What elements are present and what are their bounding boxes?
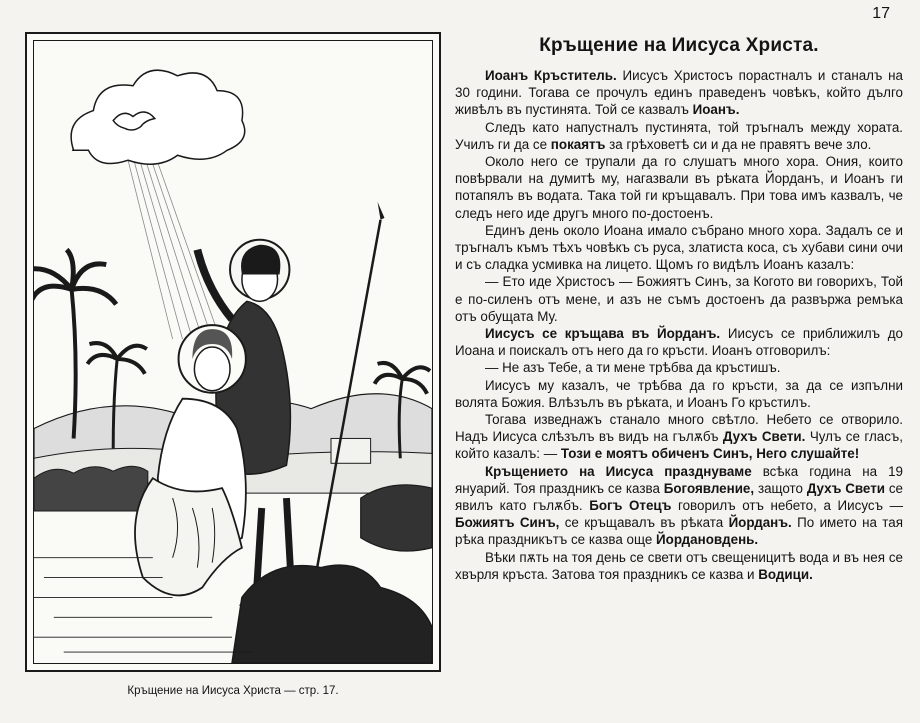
illustration-frame <box>25 32 441 672</box>
illustration-caption: Кръщение на Иисуса Христа — стр. 17. <box>127 685 339 697</box>
baptism-scene-drawing <box>34 41 432 663</box>
paragraph: Кръщението на Иисуса празднуваме всѣка година на 19 януарий. Тоя праздникъ се казва Богоявление, защото Духъ Свети се явилъ като гълѫбъ. Богъ Отецъ говорилъ отъ небето, а Иисусъ — Божиятъ Синъ, се кръщавалъ въ рѣката Йорданъ. По името на тая рѣка праздникътъ се казва още Йордановдень. <box>455 463 904 548</box>
paragraph: Единъ день около Иоана имало събрано много хора. Задалъ се и тръгналъ къмъ тѣхъ човѣкъ съ руса, златиста коса, съ хубави сини очи и съ сладка усмивка на лицето. Щомъ го видѣлъ Иоанъ казалъ: <box>455 222 903 273</box>
paragraph: — Ето иде Христосъ — Божиятъ Синъ, за Когото ви говорихъ, Той е по-силенъ отъ мене, и азъ не съмъ достоенъ да развържа ремъка отъ обущата Му. <box>455 274 903 324</box>
paragraph: Около него се трупали да го слушатъ много хора. Ония, които повѣрвали на думитѣ му, нагазвали въ рѣката Йорданъ, и Иоанъ ги потапялъ въ водата. Така той ги кръщавалъ. При това имъ казвалъ, че следъ него иде другъ много по-достоенъ. <box>455 154 903 221</box>
paragraph: Вѣки пѫть на тоя день се свети отъ свещеницитѣ вода и въ нея се хвърля кръста. Затова тоя праздникъ се казва и Водици. <box>455 549 903 582</box>
article-title: Кръщение на Иисуса Христа. <box>539 35 819 56</box>
article-text <box>455 34 903 583</box>
paragraph: Иоанъ Кръститель. Иисусъ Христосъ порастналъ и станалъ на 30 години. Тогава се прочулъ единъ праведенъ човѣкъ, който дълго живѣлъ въ пустинята. Той се казвалъ Иоанъ. <box>455 68 903 118</box>
rocks <box>232 565 432 663</box>
paragraph: — Не азъ Тебе, а ти мене трѣбва да кръстишъ. <box>485 360 781 376</box>
cloud-shape <box>71 70 245 164</box>
page-number: 17 <box>872 5 890 22</box>
baptism-illustration <box>33 40 433 664</box>
crowd <box>34 466 148 511</box>
paragraph: Тогава изведнажъ станало много свѣтло. Небето се отворило. Надъ Иисуса слѣзълъ въ видъ на гълѫбъ Духъ Свети. Чулъ се гласъ, който казалъ: — Този е моятъ обиченъ Синъ, Него слушайте! <box>455 412 904 462</box>
paragraph: Иисусъ му казалъ, че трѣбва да го кръсти, за да се изпълни волята Божия. Влѣзълъ въ рѣката, и Иоанъ Го кръстилъ. <box>455 377 903 410</box>
paragraph: Иисусъ се кръщава въ Йорданъ. Иисусъ се приближилъ до Иоана и поискалъ отъ него да го кръсти. Иоанъ отговорилъ: <box>455 326 903 359</box>
paragraph: Следъ като напустналъ пустинята, той тръгналъ между хората. Училъ ги да се покаятъ за грѣховетѣ си и да не правятъ вече зло. <box>455 119 903 152</box>
